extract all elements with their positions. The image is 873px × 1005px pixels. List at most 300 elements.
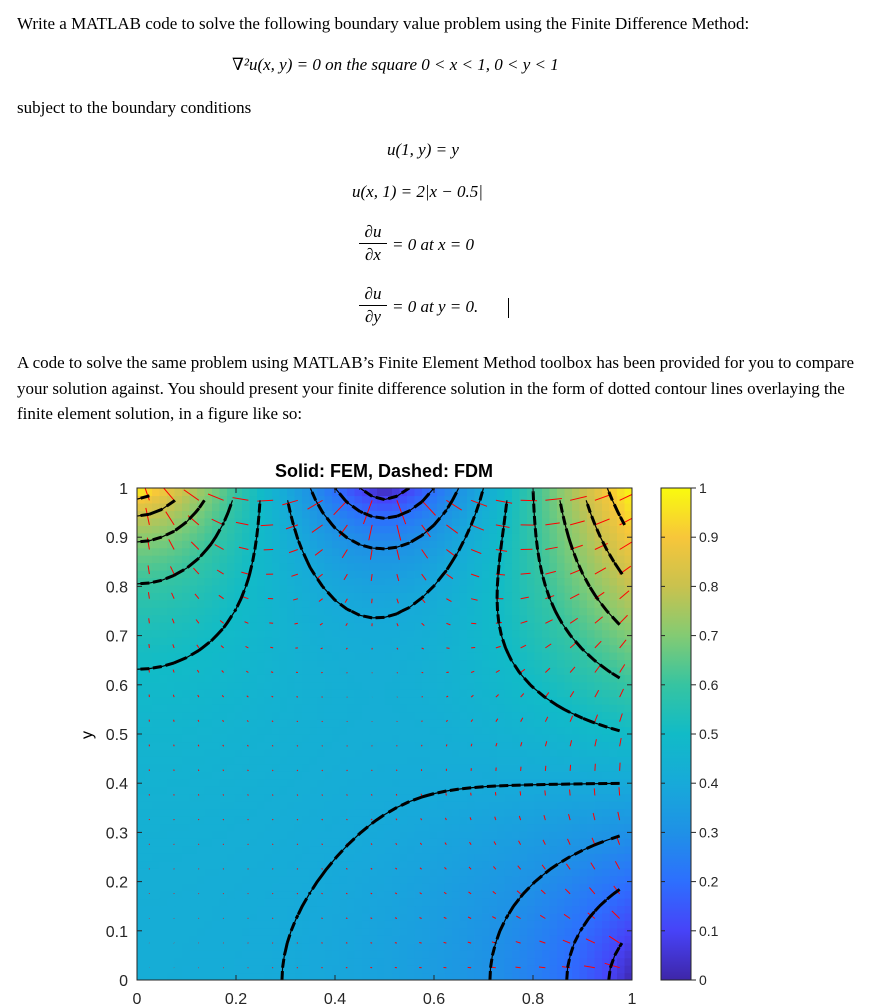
heatmap-cell <box>595 883 603 891</box>
heatmap-cell <box>550 630 558 638</box>
heatmap-cell <box>595 913 603 921</box>
heatmap-cell <box>302 935 310 943</box>
heatmap-cell <box>475 682 483 690</box>
heatmap-cell <box>460 928 468 936</box>
heatmap-cell <box>317 958 325 966</box>
heatmap-cell <box>602 533 610 541</box>
heatmap-cell <box>197 674 205 682</box>
heatmap-cell <box>265 682 273 690</box>
heatmap-cell <box>302 592 310 600</box>
heatmap-cell <box>617 973 625 981</box>
heatmap-cell <box>145 734 153 742</box>
heatmap-cell <box>407 868 415 876</box>
heatmap-cell <box>280 585 288 593</box>
heatmap-cell <box>182 592 190 600</box>
heatmap-cell <box>182 555 190 563</box>
heatmap-cell <box>280 928 288 936</box>
heatmap-cell <box>317 779 325 787</box>
heatmap-cell <box>227 958 235 966</box>
heatmap-cell <box>347 786 355 794</box>
heatmap-cell <box>205 600 213 608</box>
heatmap-cell <box>220 548 228 556</box>
heatmap-cell <box>392 943 400 951</box>
heatmap-cell <box>385 652 393 660</box>
heatmap-cell <box>272 809 280 817</box>
heatmap-cell <box>272 891 280 899</box>
heatmap-cell <box>212 876 220 884</box>
heatmap-cell <box>340 920 348 928</box>
heatmap-cell <box>400 920 408 928</box>
gradient-arrow <box>297 844 298 845</box>
heatmap-cell <box>415 958 423 966</box>
heatmap-cell <box>512 786 520 794</box>
heatmap-cell <box>250 749 258 757</box>
heatmap-cell <box>625 577 633 585</box>
heatmap-cell <box>175 689 183 697</box>
heatmap-cell <box>497 749 505 757</box>
heatmap-cell <box>535 585 543 593</box>
heatmap-cell <box>317 488 325 496</box>
heatmap-cell <box>422 935 430 943</box>
heatmap-cell <box>317 674 325 682</box>
heatmap-cell <box>550 973 558 981</box>
heatmap-cell <box>182 943 190 951</box>
heatmap-cell <box>482 645 490 653</box>
heatmap-cell <box>377 853 385 861</box>
heatmap-cell <box>317 712 325 720</box>
heatmap-cell <box>295 756 303 764</box>
heatmap-cell <box>242 704 250 712</box>
heatmap-cell <box>242 920 250 928</box>
heatmap-cell <box>482 563 490 571</box>
heatmap-cell <box>535 637 543 645</box>
heatmap-cell <box>602 771 610 779</box>
heatmap-cell <box>287 563 295 571</box>
heatmap-cell <box>535 965 543 973</box>
heatmap-cell <box>437 958 445 966</box>
heatmap-cell <box>265 958 273 966</box>
heatmap-cell <box>572 838 580 846</box>
heatmap-cell <box>220 667 228 675</box>
heatmap-cell <box>302 689 310 697</box>
heatmap-cell <box>137 838 145 846</box>
heatmap-cell <box>542 794 550 802</box>
heatmap-cell <box>445 756 453 764</box>
bc-intro-text: subject to the boundary conditions <box>17 98 252 117</box>
heatmap-cell <box>145 600 153 608</box>
heatmap-cell <box>595 510 603 518</box>
heatmap-cell <box>445 712 453 720</box>
heatmap-cell <box>272 779 280 787</box>
heatmap-cell <box>265 861 273 869</box>
heatmap-cell <box>505 838 513 846</box>
heatmap-cell <box>145 779 153 787</box>
heatmap-cell <box>565 600 573 608</box>
heatmap-cell <box>542 838 550 846</box>
heatmap-cell <box>460 704 468 712</box>
heatmap-cell <box>257 786 265 794</box>
heatmap-cell <box>400 630 408 638</box>
heatmap-cell <box>595 928 603 936</box>
heatmap-cell <box>587 756 595 764</box>
heatmap-cell <box>362 868 370 876</box>
heatmap-cell <box>272 563 280 571</box>
heatmap-cell <box>182 525 190 533</box>
heatmap-cell <box>580 667 588 675</box>
heatmap-cell <box>415 771 423 779</box>
heatmap-cell <box>437 495 445 503</box>
heatmap-cell <box>392 570 400 578</box>
heatmap-cell <box>160 898 168 906</box>
heatmap-cell <box>580 540 588 548</box>
heatmap-cell <box>580 674 588 682</box>
heatmap-cell <box>407 838 415 846</box>
heatmap-cell <box>160 510 168 518</box>
heatmap-cell <box>272 652 280 660</box>
heatmap-cell <box>325 958 333 966</box>
heatmap-cell <box>377 801 385 809</box>
heatmap-cell <box>497 809 505 817</box>
gradient-arrow <box>297 745 298 746</box>
heatmap-cell <box>565 756 573 764</box>
heatmap-cell <box>212 786 220 794</box>
heatmap-cell <box>160 592 168 600</box>
heatmap-cell <box>595 920 603 928</box>
heatmap-cell <box>347 943 355 951</box>
heatmap-cell <box>422 816 430 824</box>
heatmap-cell <box>490 652 498 660</box>
heatmap-cell <box>310 615 318 623</box>
heatmap-cell <box>377 771 385 779</box>
heatmap-cell <box>587 555 595 563</box>
heatmap-cell <box>310 935 318 943</box>
heatmap-cell <box>565 928 573 936</box>
heatmap-cell <box>280 838 288 846</box>
heatmap-cell <box>145 801 153 809</box>
heatmap-cell <box>385 741 393 749</box>
heatmap-cell <box>205 518 213 526</box>
heatmap-cell <box>475 831 483 839</box>
heatmap-cell <box>610 771 618 779</box>
heatmap-cell <box>400 667 408 675</box>
heatmap-cell <box>302 570 310 578</box>
heatmap-cell <box>317 615 325 623</box>
heatmap-cell <box>280 600 288 608</box>
heatmap-cell <box>220 861 228 869</box>
heatmap-cell <box>205 495 213 503</box>
heatmap-cell <box>482 712 490 720</box>
heatmap-cell <box>167 727 175 735</box>
heatmap-cell <box>625 786 633 794</box>
heatmap-cell <box>527 615 535 623</box>
heatmap-cell <box>257 577 265 585</box>
heatmap-cell <box>565 898 573 906</box>
heatmap-cell <box>137 659 145 667</box>
heatmap-cell <box>227 637 235 645</box>
heatmap-cell <box>167 600 175 608</box>
heatmap-cell <box>542 727 550 735</box>
heatmap-cell <box>347 645 355 653</box>
heatmap-cell <box>497 488 505 496</box>
heatmap-cell <box>362 548 370 556</box>
heatmap-cell <box>340 704 348 712</box>
heatmap-cell <box>362 958 370 966</box>
heatmap-cell <box>625 749 633 757</box>
heatmap-cell <box>175 682 183 690</box>
heatmap-cell <box>227 689 235 697</box>
heatmap-cell <box>377 965 385 973</box>
heatmap-cell <box>182 771 190 779</box>
heatmap-cell <box>542 503 550 511</box>
heatmap-cell <box>287 861 295 869</box>
heatmap-cell <box>257 928 265 936</box>
heatmap-cell <box>325 674 333 682</box>
heatmap-cell <box>445 823 453 831</box>
heatmap-cell <box>362 809 370 817</box>
gradient-arrow <box>223 844 224 845</box>
y-tick-label: 0.8 <box>105 579 128 597</box>
heatmap-cell <box>445 958 453 966</box>
heatmap-cell <box>370 637 378 645</box>
heatmap-cell <box>587 659 595 667</box>
heatmap-cell <box>490 548 498 556</box>
y-tick-label: 0.6 <box>105 677 128 695</box>
heatmap-cell <box>302 533 310 541</box>
heatmap-cell <box>257 659 265 667</box>
heatmap-cell <box>175 510 183 518</box>
heatmap-cell <box>265 607 273 615</box>
heatmap-cell <box>535 615 543 623</box>
heatmap-cell <box>272 615 280 623</box>
heatmap-cell <box>467 600 475 608</box>
heatmap-cell <box>212 518 220 526</box>
heatmap-cell <box>595 645 603 653</box>
heatmap-cell <box>385 756 393 764</box>
gradient-arrow <box>248 893 249 894</box>
heatmap-cell <box>355 630 363 638</box>
heatmap-cell <box>167 756 175 764</box>
heatmap-cell <box>205 965 213 973</box>
heatmap-cell <box>137 488 145 496</box>
heatmap-cell <box>332 674 340 682</box>
heatmap-cell <box>535 741 543 749</box>
heatmap-cell <box>227 868 235 876</box>
heatmap-cell <box>557 809 565 817</box>
heatmap-cell <box>287 645 295 653</box>
heatmap-cell <box>445 898 453 906</box>
heatmap-cell <box>430 764 438 772</box>
heatmap-cell <box>490 659 498 667</box>
heatmap-cell <box>460 659 468 667</box>
heatmap-cell <box>182 786 190 794</box>
heatmap-cell <box>152 823 160 831</box>
heatmap-cell <box>242 771 250 779</box>
heatmap-cell <box>205 898 213 906</box>
heatmap-cell <box>152 868 160 876</box>
heatmap-cell <box>437 600 445 608</box>
heatmap-cell <box>310 630 318 638</box>
heatmap-cell <box>205 682 213 690</box>
heatmap-cell <box>610 719 618 727</box>
heatmap-cell <box>430 510 438 518</box>
heatmap-cell <box>332 719 340 727</box>
heatmap-cell <box>287 771 295 779</box>
heatmap-cell <box>205 823 213 831</box>
heatmap-cell <box>460 883 468 891</box>
heatmap-cell <box>505 607 513 615</box>
heatmap-cell <box>497 913 505 921</box>
heatmap-cell <box>400 600 408 608</box>
heatmap-cell <box>332 756 340 764</box>
heatmap-cell <box>325 838 333 846</box>
heatmap-cell <box>250 838 258 846</box>
heatmap-cell <box>490 756 498 764</box>
heatmap-cell <box>452 883 460 891</box>
heatmap-cell <box>340 958 348 966</box>
heatmap-cell <box>467 779 475 787</box>
heatmap-cell <box>280 779 288 787</box>
heatmap-cell <box>452 585 460 593</box>
heatmap-cell <box>370 682 378 690</box>
heatmap-cell <box>385 846 393 854</box>
heatmap-cell <box>265 928 273 936</box>
heatmap-cell <box>347 697 355 705</box>
heatmap-cell <box>580 876 588 884</box>
heatmap-cell <box>205 794 213 802</box>
heatmap-cell <box>310 816 318 824</box>
heatmap-cell <box>212 548 220 556</box>
heatmap-cell <box>280 525 288 533</box>
heatmap-cell <box>347 928 355 936</box>
heatmap-cell <box>520 503 528 511</box>
heatmap-cell <box>182 898 190 906</box>
heatmap-cell <box>572 741 580 749</box>
heatmap-cell <box>182 950 190 958</box>
heatmap-cell <box>235 853 243 861</box>
heatmap-cell <box>197 898 205 906</box>
heatmap-cell <box>475 630 483 638</box>
heatmap-cell <box>407 727 415 735</box>
heatmap-cell <box>325 630 333 638</box>
heatmap-cell <box>145 585 153 593</box>
heatmap-cell <box>557 905 565 913</box>
heatmap-cell <box>242 488 250 496</box>
heatmap-cell <box>400 876 408 884</box>
heatmap-cell <box>340 756 348 764</box>
heatmap-cell <box>145 965 153 973</box>
heatmap-cell <box>302 741 310 749</box>
heatmap-cell <box>175 734 183 742</box>
heatmap-cell <box>557 958 565 966</box>
heatmap-cell <box>535 898 543 906</box>
heatmap-cell <box>460 592 468 600</box>
heatmap-cell <box>317 816 325 824</box>
heatmap-cell <box>400 891 408 899</box>
heatmap-cell <box>317 495 325 503</box>
heatmap-cell <box>302 518 310 526</box>
heatmap-cell <box>527 920 535 928</box>
heatmap-cell <box>542 488 550 496</box>
heatmap-cell <box>235 563 243 571</box>
heatmap-cell <box>295 809 303 817</box>
colorbar-tick-label: 0.7 <box>699 627 719 644</box>
heatmap-cell <box>197 831 205 839</box>
heatmap-cell <box>205 764 213 772</box>
heatmap-cell <box>205 831 213 839</box>
heatmap-cell <box>325 779 333 787</box>
gradient-arrow <box>346 819 347 820</box>
heatmap-cell <box>340 622 348 630</box>
heatmap-cell <box>595 652 603 660</box>
gradient-arrow <box>248 869 249 870</box>
gradient-arrow <box>248 770 249 771</box>
heatmap-cell <box>467 607 475 615</box>
heatmap-cell <box>295 697 303 705</box>
heatmap-cell <box>325 749 333 757</box>
heatmap-cell <box>317 727 325 735</box>
heatmap-cell <box>385 973 393 981</box>
heatmap-cell <box>317 771 325 779</box>
heatmap-cell <box>467 958 475 966</box>
heatmap-cell <box>325 600 333 608</box>
heatmap-cell <box>595 540 603 548</box>
heatmap-cell <box>332 659 340 667</box>
heatmap-cell <box>527 727 535 735</box>
heatmap-cell <box>520 958 528 966</box>
heatmap-cell <box>625 876 633 884</box>
heatmap-cell <box>197 935 205 943</box>
heatmap-cell <box>205 503 213 511</box>
heatmap-cell <box>400 682 408 690</box>
heatmap-cell <box>490 809 498 817</box>
heatmap-cell <box>250 503 258 511</box>
colorbar-tick-label: 0.1 <box>699 922 719 939</box>
heatmap-cell <box>385 600 393 608</box>
heatmap-cell <box>460 816 468 824</box>
heatmap-cell <box>625 905 633 913</box>
heatmap-cell <box>152 928 160 936</box>
heatmap-cell <box>520 525 528 533</box>
heatmap-cell <box>460 920 468 928</box>
heatmap-cell <box>565 689 573 697</box>
heatmap-cell <box>505 876 513 884</box>
heatmap-cell <box>572 727 580 735</box>
heatmap-cell <box>325 659 333 667</box>
heatmap-cell <box>310 913 318 921</box>
heatmap-cell <box>415 488 423 496</box>
heatmap-cell <box>407 771 415 779</box>
heatmap-cell <box>452 518 460 526</box>
heatmap-cell <box>265 913 273 921</box>
heatmap-cell <box>407 816 415 824</box>
heatmap-cell <box>227 525 235 533</box>
heatmap-cell <box>145 689 153 697</box>
heatmap-cell <box>520 943 528 951</box>
heatmap-cell <box>167 891 175 899</box>
heatmap-cell <box>422 622 430 630</box>
heatmap-cell <box>407 734 415 742</box>
heatmap-cell <box>175 913 183 921</box>
heatmap-cell <box>145 950 153 958</box>
heatmap-cell <box>602 570 610 578</box>
heatmap-cell <box>227 853 235 861</box>
heatmap-cell <box>257 615 265 623</box>
heatmap-cell <box>310 510 318 518</box>
heatmap-cell <box>152 719 160 727</box>
heatmap-cell <box>152 905 160 913</box>
heatmap-cell <box>430 548 438 556</box>
heatmap-cell <box>205 786 213 794</box>
